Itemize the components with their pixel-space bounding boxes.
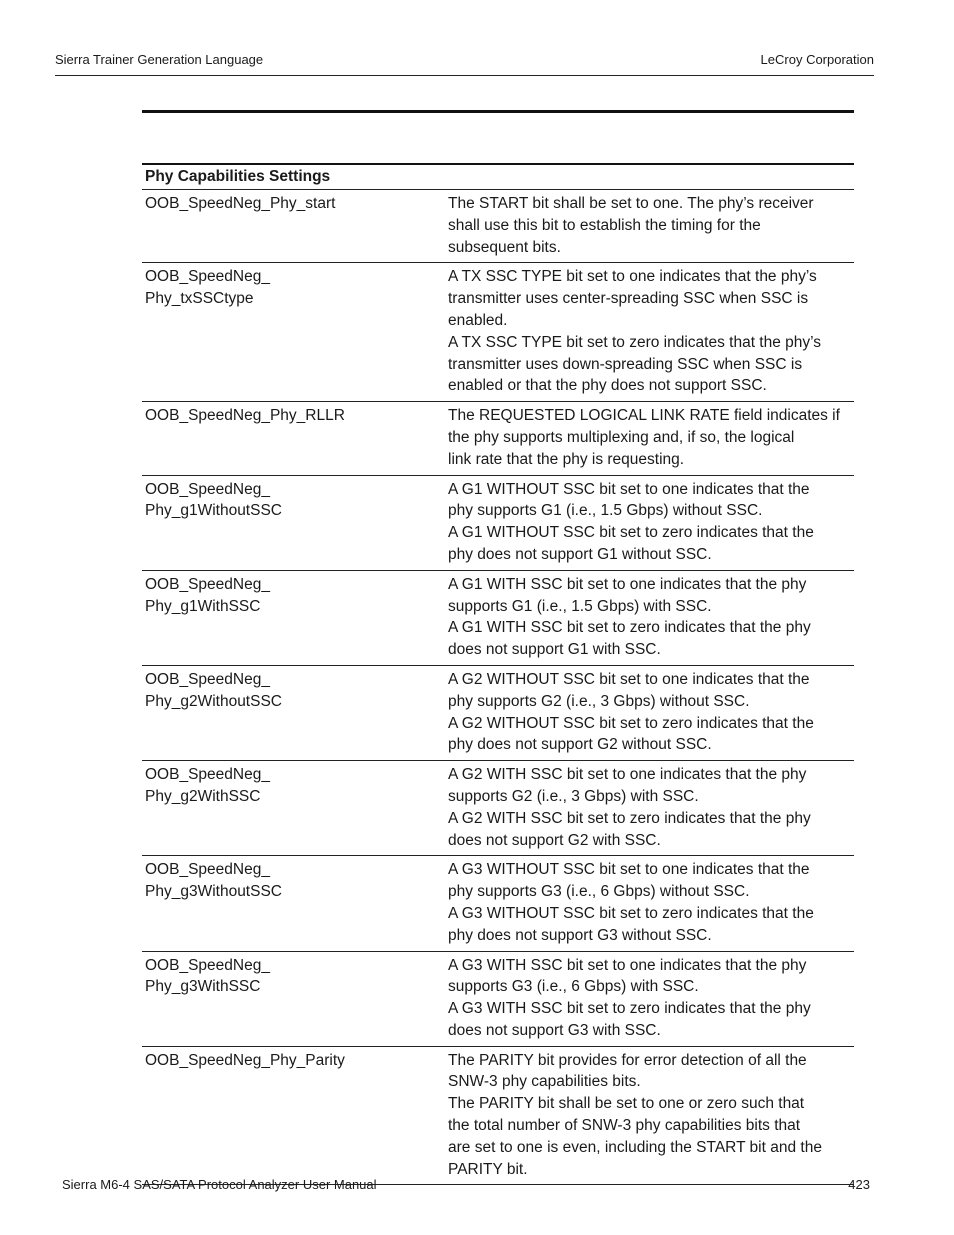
field-description-line: phy supports G1 (i.e., 1.5 Gbps) without SSC. [448,502,763,520]
field-description-cell [445,190,854,262]
field-name-line: OOB_SpeedNeg_ [145,670,270,688]
field-name-cell [142,1047,445,1185]
field-description-line: does not support G1 with SSC. [448,641,661,659]
field-description-line: A G2 WITH SSC bit set to one indicates that the phy [448,766,807,784]
field-description-line: phy does not support G2 without SSC. [448,736,712,754]
field-description-cell [445,476,854,570]
phy-capabilities-table [142,163,854,1185]
field-name-line: OOB_SpeedNeg_ [145,956,270,974]
field-description-line: enabled. [448,311,508,329]
field-description-line: A G1 WITHOUT SSC bit set to one indicates that the [448,480,810,498]
field-description-line: transmitter uses down-spreading SSC when SSC is [448,355,803,373]
field-name-cell [142,476,445,570]
field-description-line: A TX SSC TYPE bit set to one indicates that the phy’s [448,268,817,286]
field-description-line: A G2 WITH SSC bit set to zero indicates that the phy [448,809,811,827]
field-name-line: Phy_g2WithoutSSC [145,692,282,710]
top-rule [142,110,854,113]
field-description-cell [445,571,854,665]
field-name-cell [142,263,445,401]
field-description-line: phy does not support G3 without SSC. [448,926,712,944]
field-description-cell [445,952,854,1046]
field-name-line: Phy_g3WithSSC [145,978,261,996]
field-description-line: A G3 WITH SSC bit set to zero indicates that the phy [448,1000,811,1018]
field-description-line: SNW-3 phy capabilities bits. [448,1073,641,1091]
field-description-line: A G3 WITHOUT SSC bit set to zero indicates that the [448,904,814,922]
field-description-line: shall use this bit to establish the timing for the [448,216,761,234]
table-row [142,856,854,951]
field-description-line: The PARITY bit shall be set to one or zero such that [448,1095,805,1113]
table-row [142,190,854,263]
page-number: 423 [848,1177,870,1192]
field-name-line: OOB_SpeedNeg_ [145,575,270,593]
field-name-line: Phy_g1WithoutSSC [145,502,282,520]
field-description-line: the phy supports multiplexing and, if so, the logical [448,428,795,446]
table-row [142,1047,854,1186]
field-description-line: A G3 WITH SSC bit set to one indicates that the phy [448,956,807,974]
field-description-line: The START bit shall be set to one. The phy’s receiver [448,195,814,212]
field-name-line: OOB_SpeedNeg_ [145,480,270,498]
field-description-line: supports G3 (i.e., 6 Gbps) with SSC. [448,978,699,996]
field-name-line: OOB_SpeedNeg_ [145,861,270,879]
field-description-cell [445,263,854,401]
field-description-line: are set to one is even, including the START bit and the [448,1138,822,1156]
field-description-line: PARITY bit. [448,1160,528,1178]
header-company: LeCroy Corporation [760,52,874,67]
page-header [55,52,874,76]
table-row [142,402,854,475]
field-description-line: A G2 WITHOUT SSC bit set to zero indicates that the [448,714,814,732]
field-description-line: does not support G3 with SSC. [448,1021,661,1039]
table-row [142,571,854,666]
table-section-title: Phy Capabilities Settings [142,165,854,190]
table-row [142,263,854,402]
field-name-line: OOB_SpeedNeg_Phy_Parity [145,1051,345,1069]
field-description-line: A G2 WITHOUT SSC bit set to one indicates that the [448,670,810,688]
table-row [142,952,854,1047]
table-row [142,666,854,761]
field-description-cell [445,761,854,855]
field-description-line: link rate that the phy is requesting. [448,450,685,468]
field-name-cell [142,666,445,760]
field-name-cell [142,190,445,262]
field-description-cell [445,402,854,474]
field-name-line: Phy_txSSCtype [145,290,254,308]
field-description-line: phy supports G2 (i.e., 3 Gbps) without SSC. [448,692,750,710]
footer-title: Sierra M6-4 SAS/SATA Protocol Analyzer User Manual [62,1177,377,1192]
field-description-line: supports G1 (i.e., 1.5 Gbps) with SSC. [448,597,712,615]
field-description-line: A TX SSC TYPE bit set to zero indicates that the phy’s [448,333,822,351]
field-description-line: The PARITY bit provides for error detection of all the [448,1051,807,1069]
page-footer [62,1177,870,1192]
field-description-line: does not support G2 with SSC. [448,831,661,849]
field-description-line: subsequent bits. [448,238,561,256]
field-description-line: A G1 WITH SSC bit set to one indicates that the phy [448,575,807,593]
field-description-cell [445,1047,854,1185]
table-row [142,476,854,571]
field-name-line: OOB_SpeedNeg_ [145,766,270,784]
table-body [142,190,854,1185]
field-description-line: supports G2 (i.e., 3 Gbps) with SSC. [448,787,699,805]
field-name-cell [142,856,445,950]
field-description-line: phy does not support G1 without SSC. [448,545,712,563]
field-description-line: The REQUESTED LOGICAL LINK RATE field indicates if [448,407,840,425]
field-description-line: enabled or that the phy does not support SSC. [448,377,767,395]
field-description-line: the total number of SNW-3 phy capabilities bits that [448,1117,801,1135]
field-name-line: OOB_SpeedNeg_Phy_RLLR [145,407,345,425]
field-name-cell [142,571,445,665]
field-description-cell [445,666,854,760]
field-description-cell [445,856,854,950]
field-description-line: A G1 WITH SSC bit set to zero indicates that the phy [448,619,811,637]
field-name-line: Phy_g1WithSSC [145,597,261,615]
field-name-cell [142,952,445,1046]
field-description-line: phy supports G3 (i.e., 6 Gbps) without SSC. [448,883,750,901]
field-description-line: A G3 WITHOUT SSC bit set to one indicates that the [448,861,810,879]
field-name-cell [142,761,445,855]
field-name-line: OOB_SpeedNeg_ [145,268,270,286]
field-description-line: A G1 WITHOUT SSC bit set to zero indicates that the [448,524,814,542]
field-name-line: Phy_g3WithoutSSC [145,883,282,901]
field-name-line: Phy_g2WithSSC [145,787,261,805]
field-description-line: transmitter uses center-spreading SSC when SSC is [448,290,809,308]
field-name-line: OOB_SpeedNeg_Phy_start [145,195,336,212]
field-name-cell [142,402,445,474]
table-row [142,761,854,856]
header-title: Sierra Trainer Generation Language [55,52,264,67]
